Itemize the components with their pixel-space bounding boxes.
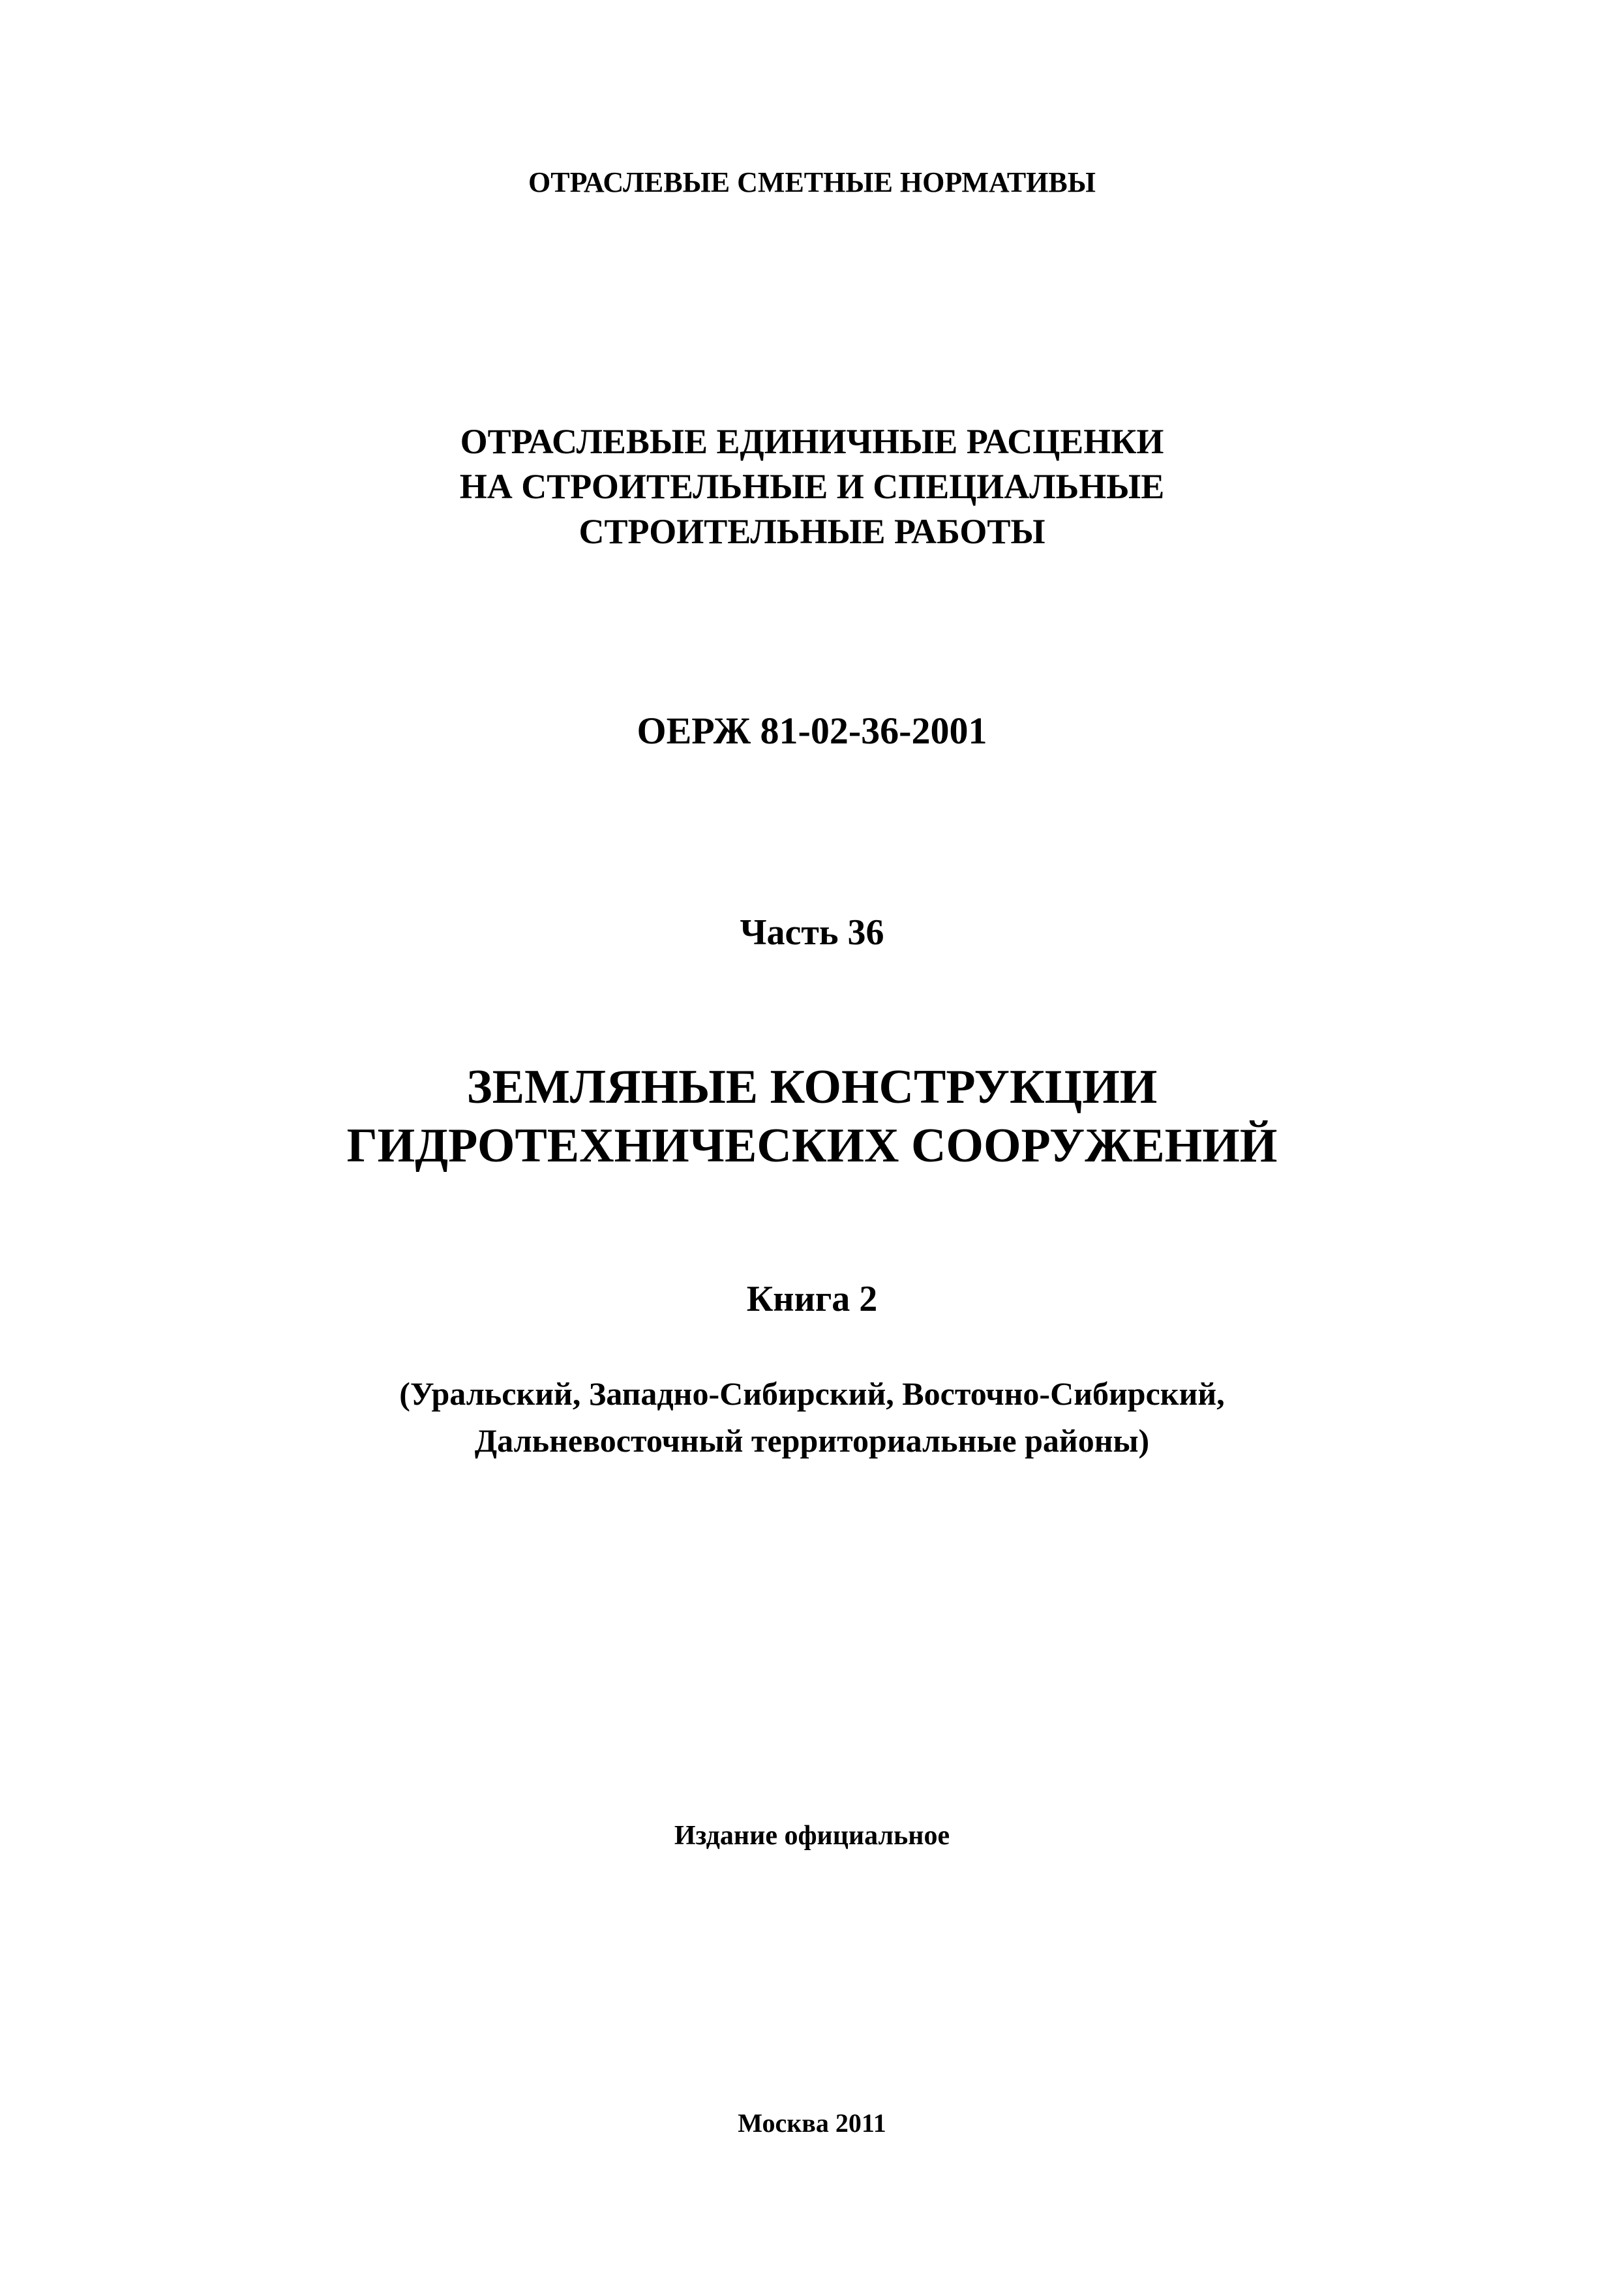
collection-title-line-1: ОТРАСЛЕВЫЕ ЕДИНИЧНЫЕ РАСЦЕНКИ bbox=[460, 422, 1164, 461]
imprint: Москва 2011 bbox=[738, 2108, 886, 2138]
series-title: ОТРАСЛЕВЫЕ СМЕТНЫЕ НОРМАТИВЫ bbox=[528, 166, 1096, 198]
subject-title-line-2: ГИДРОТЕХНИЧЕСКИХ СООРУЖЕНИЙ bbox=[346, 1119, 1278, 1173]
collection-title-line-2: НА СТРОИТЕЛЬНЫЕ И СПЕЦИАЛЬНЫЕ bbox=[459, 467, 1165, 506]
part-number: Часть 36 bbox=[740, 912, 884, 953]
subject-title-line-1: ЗЕМЛЯНЫЕ КОНСТРУКЦИИ bbox=[466, 1060, 1158, 1114]
regions-line-1: (Уральский, Западно-Сибирский, Восточно-Сибирский, bbox=[399, 1375, 1225, 1412]
edition-label: Издание официальное bbox=[674, 1821, 950, 1851]
book-number: Книга 2 bbox=[746, 1279, 878, 1319]
regions-line-2: Дальневосточный территориальные районы) bbox=[474, 1422, 1150, 1459]
document-code: ОЕРЖ 81-02-36-2001 bbox=[637, 710, 987, 752]
collection-title-line-3: СТРОИТЕЛЬНЫЕ РАБОТЫ bbox=[579, 512, 1045, 551]
